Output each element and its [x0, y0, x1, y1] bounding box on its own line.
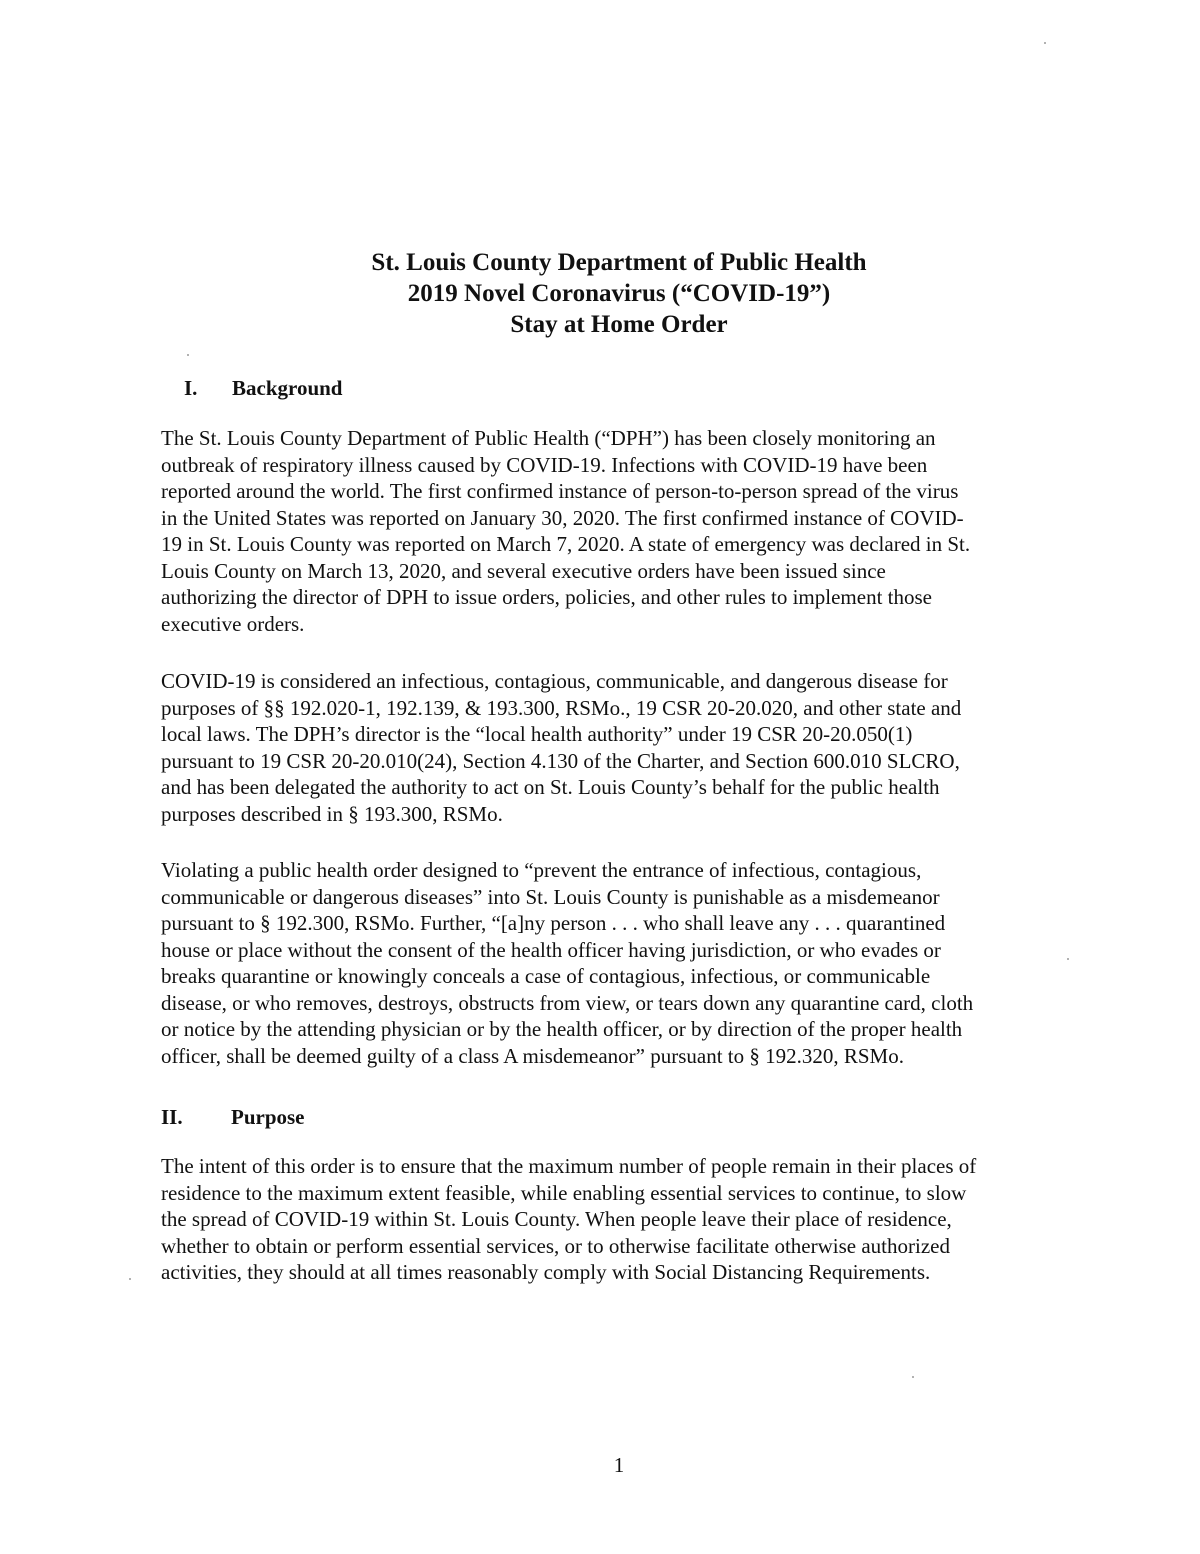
title-line-3: Stay at Home Order [510, 311, 728, 338]
text-line: pursuant to 19 CSR 20-20.010(24), Section 4.130 of the Charter, and Section 600.010 SLCRO, [161, 748, 960, 773]
scan-speck [129, 1278, 131, 1280]
text-line: 19 in St. Louis County was reported on March 7, 2020. A state of emergency was declared in St. [161, 532, 971, 556]
paragraph-background-1 [161, 425, 1091, 637]
text-line: pursuant to § 192.300, RSMo. Further, “[a]ny person . . . who shall leave any . . . quarantined [161, 911, 946, 935]
text-line: and has been delegated the authority to act on St. Louis County’s behalf for the public health [161, 775, 940, 799]
document-title [0, 247, 1200, 340]
section-title: Purpose [231, 1105, 305, 1129]
section-heading-purpose [161, 1104, 305, 1130]
paragraph-background-2 [161, 668, 1091, 827]
text-line: officer, shall be deemed guilty of a class A misdemeanor” pursuant to § 192.320, RSMo. [161, 1043, 904, 1068]
section-title: Background [232, 376, 343, 400]
page-number: 1 [613, 1453, 625, 1477]
text-line: local laws. The DPH’s director is the “local health authority” under 19 CSR 20-20.050(1) [161, 722, 913, 746]
title-line-2: 2019 Novel Coronavirus (“COVID-19”) [407, 280, 831, 307]
text-line: the spread of COVID-19 within St. Louis County. When people leave their place of residence, [161, 1207, 952, 1231]
text-line: whether to obtain or perform essential services, or to otherwise facilitate otherwise authorized [161, 1233, 950, 1258]
text-line: breaks quarantine or knowingly conceals a case of contagious, infectious, or communicable [161, 964, 931, 988]
text-line: in the United States was reported on January 30, 2020. The first confirmed instance of COVID- [161, 505, 964, 530]
text-line: activities, they should at all times reasonably comply with Social Distancing Requirements. [161, 1260, 931, 1284]
text-line: The intent of this order is to ensure that the maximum number of people remain in their places of [161, 1154, 977, 1178]
text-line: Violating a public health order designed to “prevent the entrance of infectious, contagious, [161, 858, 922, 882]
section-heading-background [161, 375, 343, 401]
section-number: I. [184, 376, 198, 400]
text-line: authorizing the director of DPH to issue orders, policies, and other rules to implement those [161, 585, 932, 609]
scan-speck [187, 354, 189, 356]
text-line: Louis County on March 13, 2020, and several executive orders have been issued since [161, 558, 886, 583]
text-line: purposes described in § 193.300, RSMo. [161, 801, 503, 826]
text-line: purposes of §§ 192.020-1, 192.139, & 193.300, RSMo., 19 CSR 20-20.020, and other state and [161, 695, 962, 720]
paragraph-purpose-1 [161, 1153, 1091, 1286]
text-line: outbreak of respiratory illness caused by COVID-19. Infections with COVID-19 have been [161, 452, 928, 477]
section-number: II. [161, 1105, 183, 1129]
text-line: The St. Louis County Department of Public Health (“DPH”) has been closely monitoring an [161, 426, 936, 450]
paragraph-background-3 [161, 857, 1091, 1069]
text-line: reported around the world. The first confirmed instance of person-to-person spread of the virus [161, 479, 959, 503]
scan-speck [1044, 42, 1046, 44]
text-line: house or place without the consent of the health officer having jurisdiction, or who evades or [161, 937, 941, 962]
scan-speck [912, 1376, 914, 1378]
title-line-1: St. Louis County Department of Public Health [371, 249, 867, 276]
text-line: disease, or who removes, destroys, obstructs from view, or tears down any quarantine card, cloth [161, 990, 974, 1015]
text-line: or notice by the attending physician or by the health officer, or by direction of the proper health [161, 1017, 963, 1041]
text-line: residence to the maximum extent feasible, while enabling essential services to continue, to slow [161, 1180, 967, 1205]
text-line: executive orders. [161, 611, 305, 636]
text-line: COVID-19 is considered an infectious, contagious, communicable, and dangerous disease for [161, 669, 948, 693]
text-line: communicable or dangerous diseases” into St. Louis County is punishable as a misdemeanor [161, 884, 940, 909]
scan-speck [1067, 958, 1069, 960]
